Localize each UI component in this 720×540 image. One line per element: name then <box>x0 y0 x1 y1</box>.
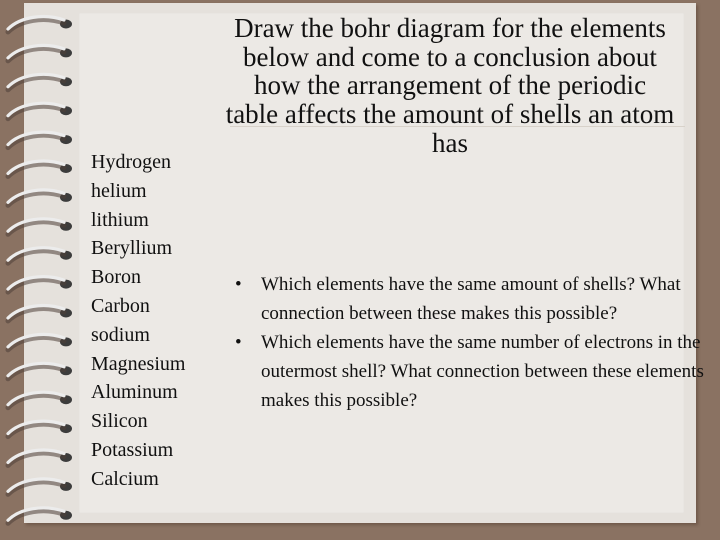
slide-title: Draw the bohr diagram for the elements below and come to a conclusion about how the arrangement of the periodic table affects the amount of shells an atom has <box>225 13 675 158</box>
binding-ring <box>8 277 72 292</box>
binding-ring <box>8 45 72 60</box>
binding-ring <box>8 392 72 407</box>
element-item: Hydrogen <box>91 151 171 173</box>
question-item <box>235 328 710 415</box>
binding-ring <box>8 17 72 32</box>
element-item: helium <box>91 179 147 202</box>
element-item: Boron <box>91 266 141 289</box>
binding-ring <box>8 334 72 349</box>
bullet-icon: • <box>235 332 242 353</box>
element-list <box>91 148 185 494</box>
question-text: Which elements have the same number of electrons in the outermost shell? What connection between these elements makes this possible? <box>261 332 704 411</box>
binding-ring <box>8 161 72 176</box>
binding-ring <box>8 479 72 494</box>
element-item: Potassium <box>91 438 174 461</box>
binding-ring <box>8 363 72 378</box>
question-item <box>235 270 710 328</box>
binding-ring <box>8 306 72 321</box>
element-item: Beryllium <box>91 237 173 260</box>
binding-ring <box>8 450 72 465</box>
binding-ring <box>8 508 72 523</box>
binding-ring <box>8 132 72 147</box>
element-item: Calcium <box>91 467 159 490</box>
binding-ring <box>8 74 72 89</box>
binding-ring <box>8 219 72 234</box>
spiral-binding <box>0 0 90 540</box>
element-item: Magnesium <box>91 352 186 375</box>
binding-ring <box>8 248 72 263</box>
element-item: sodium <box>91 323 150 346</box>
binding-ring <box>8 103 72 118</box>
binding-ring <box>8 421 72 436</box>
bullet-icon: • <box>235 274 242 295</box>
question-list <box>235 270 710 415</box>
element-item: lithium <box>91 208 149 231</box>
element-item: Carbon <box>91 294 150 317</box>
element-item: Silicon <box>91 410 148 433</box>
binding-ring <box>8 190 72 205</box>
element-item: Aluminum <box>91 381 178 404</box>
question-text: Which elements have the same amount of shells? What connection between these makes this possible? <box>261 274 681 324</box>
